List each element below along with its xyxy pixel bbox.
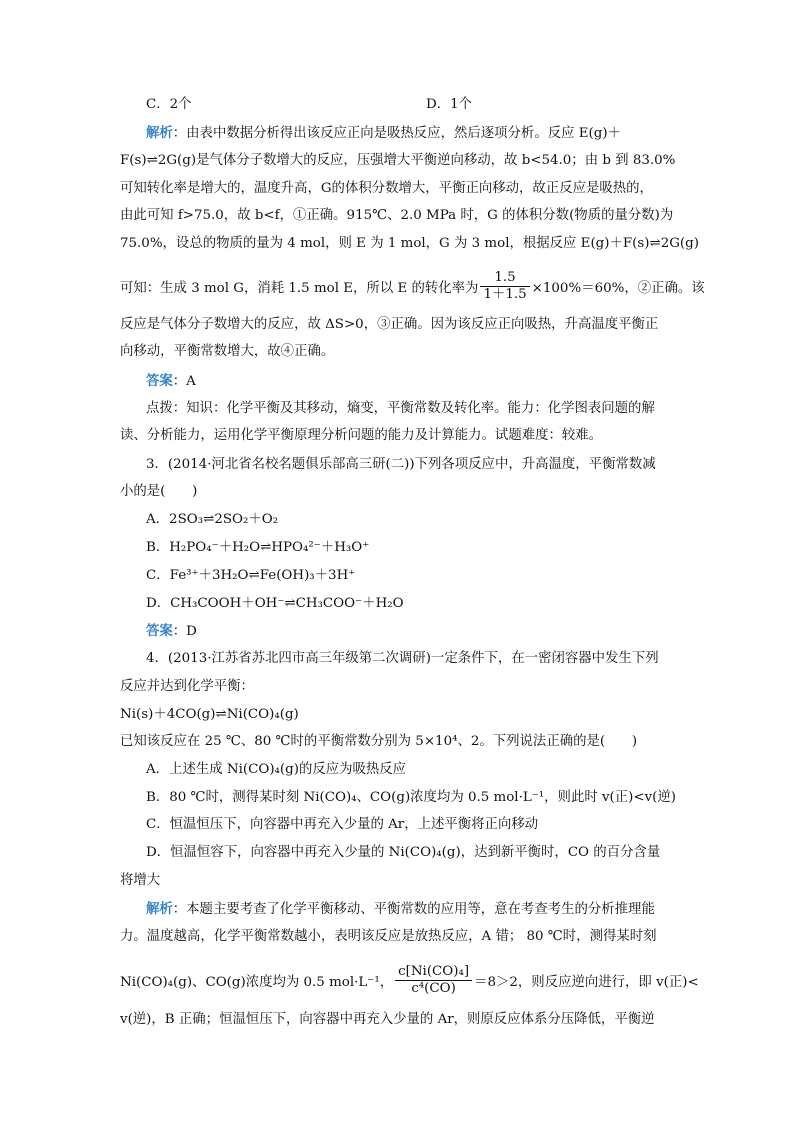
q4-option-d-line-1: D．恒温恒容下，向容器中再充入少量的 Ni(CO)₄(g)，达到新平衡时，CO 的百分含量 — [146, 845, 661, 860]
q2-analysis-line-8: 向移动，平衡常数增大，故④正确。 — [120, 344, 335, 359]
q2-analysis-line-5: 75.0%，设总的物质的量为 4 mol，则 E 为 1 mol，G 为 3 mol，根据反应 E(g)＋F(s)⇌2G(g) — [120, 236, 699, 251]
q3-option-a: A．2SO₃⇌2SO₂＋O₂ — [146, 512, 279, 527]
q2-analysis-line-4: 由此可知 f>75.0，故 b<f，①正确。915℃、2.0 MPa 时，G 的体积分数(物质的量分数)为 — [120, 208, 674, 223]
q3-stem-line-1: 3．(2014·河北省名校名题俱乐部高三研(二))下列各项反应中，升高温度，平衡常数减 — [146, 457, 656, 472]
q4-analysis-line-4: v(逆)，B 正确；恒温恒压下，向容器中再充入少量的 Ar，则原反应体系分压降低，平衡逆 — [120, 1012, 655, 1027]
q4-option-a: A．上述生成 Ni(CO)₄(g)的反应为吸热反应 — [146, 762, 407, 777]
q2-tip-line-1: 点拨：知识：化学平衡及其移动，熵变，平衡常数及转化率。能力：化学图表问题的解 — [146, 401, 655, 416]
q4-option-c: C．恒温恒压下，向容器中再充入少量的 Ar，上述平衡将正向移动 — [146, 817, 539, 832]
q2-option-c: C．2个 — [146, 97, 192, 112]
q3-stem-line-2: 小的是( ) — [120, 484, 198, 499]
q4-analysis-line-3: Ni(CO)₄(g)、CO(g)浓度均为 0.5 mol·L⁻¹， $\frac{\text{c[Ni(CO)₄]}}{\text{c⁴(CO)}}$ ＝8＞2，则反应逆向进行，即 v(正)< — [120, 964, 699, 996]
q4-stem-line-2: 反应并达到化学平衡： — [120, 679, 254, 694]
q4-option-d-line-2: 将增大 — [120, 873, 161, 888]
q4-analysis-line-2: 力。温度越高，化学平衡常数越小，表明该反应是放热反应，A 错； 80 ℃时，测得某时刻 — [120, 929, 657, 944]
q2-analysis-line-2: F(s)⇌2G(g)是气体分子数增大的反应，压强增大平衡逆向移动，故 b<54.0；由 b 到 83.0% — [120, 153, 676, 168]
q2-analysis-line-7: 反应是气体分子数增大的反应，故 ΔS>0，③正确。因为该反应正向吸热，升高温度平衡正 — [120, 317, 659, 332]
answer-label: 答案 — [146, 373, 173, 389]
q2-analysis-line-1: 解析：由表中数据分析得出该反应正向是吸热反应，然后逐项分析。反应 E(g)＋ — [146, 125, 621, 141]
q3-option-c: C．Fe³⁺＋3H₂O⇌Fe(OH)₃＋3H⁺ — [146, 568, 356, 583]
answer-label: 答案 — [146, 623, 173, 639]
q2-analysis-line-3: 可知转化率是增大的，温度升高，G的体积分数增大，平衡正向移动，故正反应是吸热的， — [120, 181, 653, 196]
q4-stem-line-3: 已知该反应在 25 ℃、80 ℃时的平衡常数分别为 5×10⁴、2。下列说法正确的是( ) — [120, 734, 638, 749]
analysis-label: 解析 — [146, 901, 173, 917]
q2-answer: 答案：A — [146, 373, 196, 389]
q2-option-d: D．1个 — [426, 97, 473, 112]
q3-option-b: B．H₂PO₄⁻＋H₂O⇌HPO₄²⁻＋H₃O⁺ — [146, 540, 370, 555]
q4-option-b: B．80 ℃时，测得某时刻 Ni(CO)₄、CO(g)浓度均为 0.5 mol·L⁻¹，则此时 v(正)<v(逆) — [146, 790, 677, 805]
q2-tip-line-2: 读、分析能力，运用化学平衡原理分析问题的能力及计算能力。试题难度：较难。 — [120, 428, 603, 443]
q4-equation: Ni(s)＋4CO(g)⇌Ni(CO)₄(g) — [120, 707, 299, 722]
q4-stem-line-1: 4．(2013·江苏省苏北四市高三年级第二次调研)一定条件下，在一密闭容器中发生下列 — [146, 651, 659, 666]
q2-analysis-line-6: 可知：生成 3 mol G，消耗 1.5 mol E，所以 E 的转化率为 $\frac{1.5}{1+1.5}$ ×100%＝60%，②正确。该 — [120, 270, 705, 302]
q3-option-d: D．CH₃COOH＋OH⁻⇌CH₃COO⁻＋H₂O — [146, 596, 404, 611]
analysis-label: 解析 — [146, 125, 173, 141]
q4-analysis-line-1: 解析：本题主要考查了化学平衡移动、平衡常数的应用等，意在考查考生的分析推理能 — [146, 901, 655, 917]
q2-options-row — [146, 96, 716, 114]
q3-answer: 答案：D — [146, 623, 197, 639]
conversion-fraction: $\frac{1.5}{1+1.5}$ — [480, 270, 529, 303]
k-expression-fraction: $\frac{\text{c[Ni(CO)₄]}}{\text{c⁴(CO)}}$ — [395, 964, 472, 997]
